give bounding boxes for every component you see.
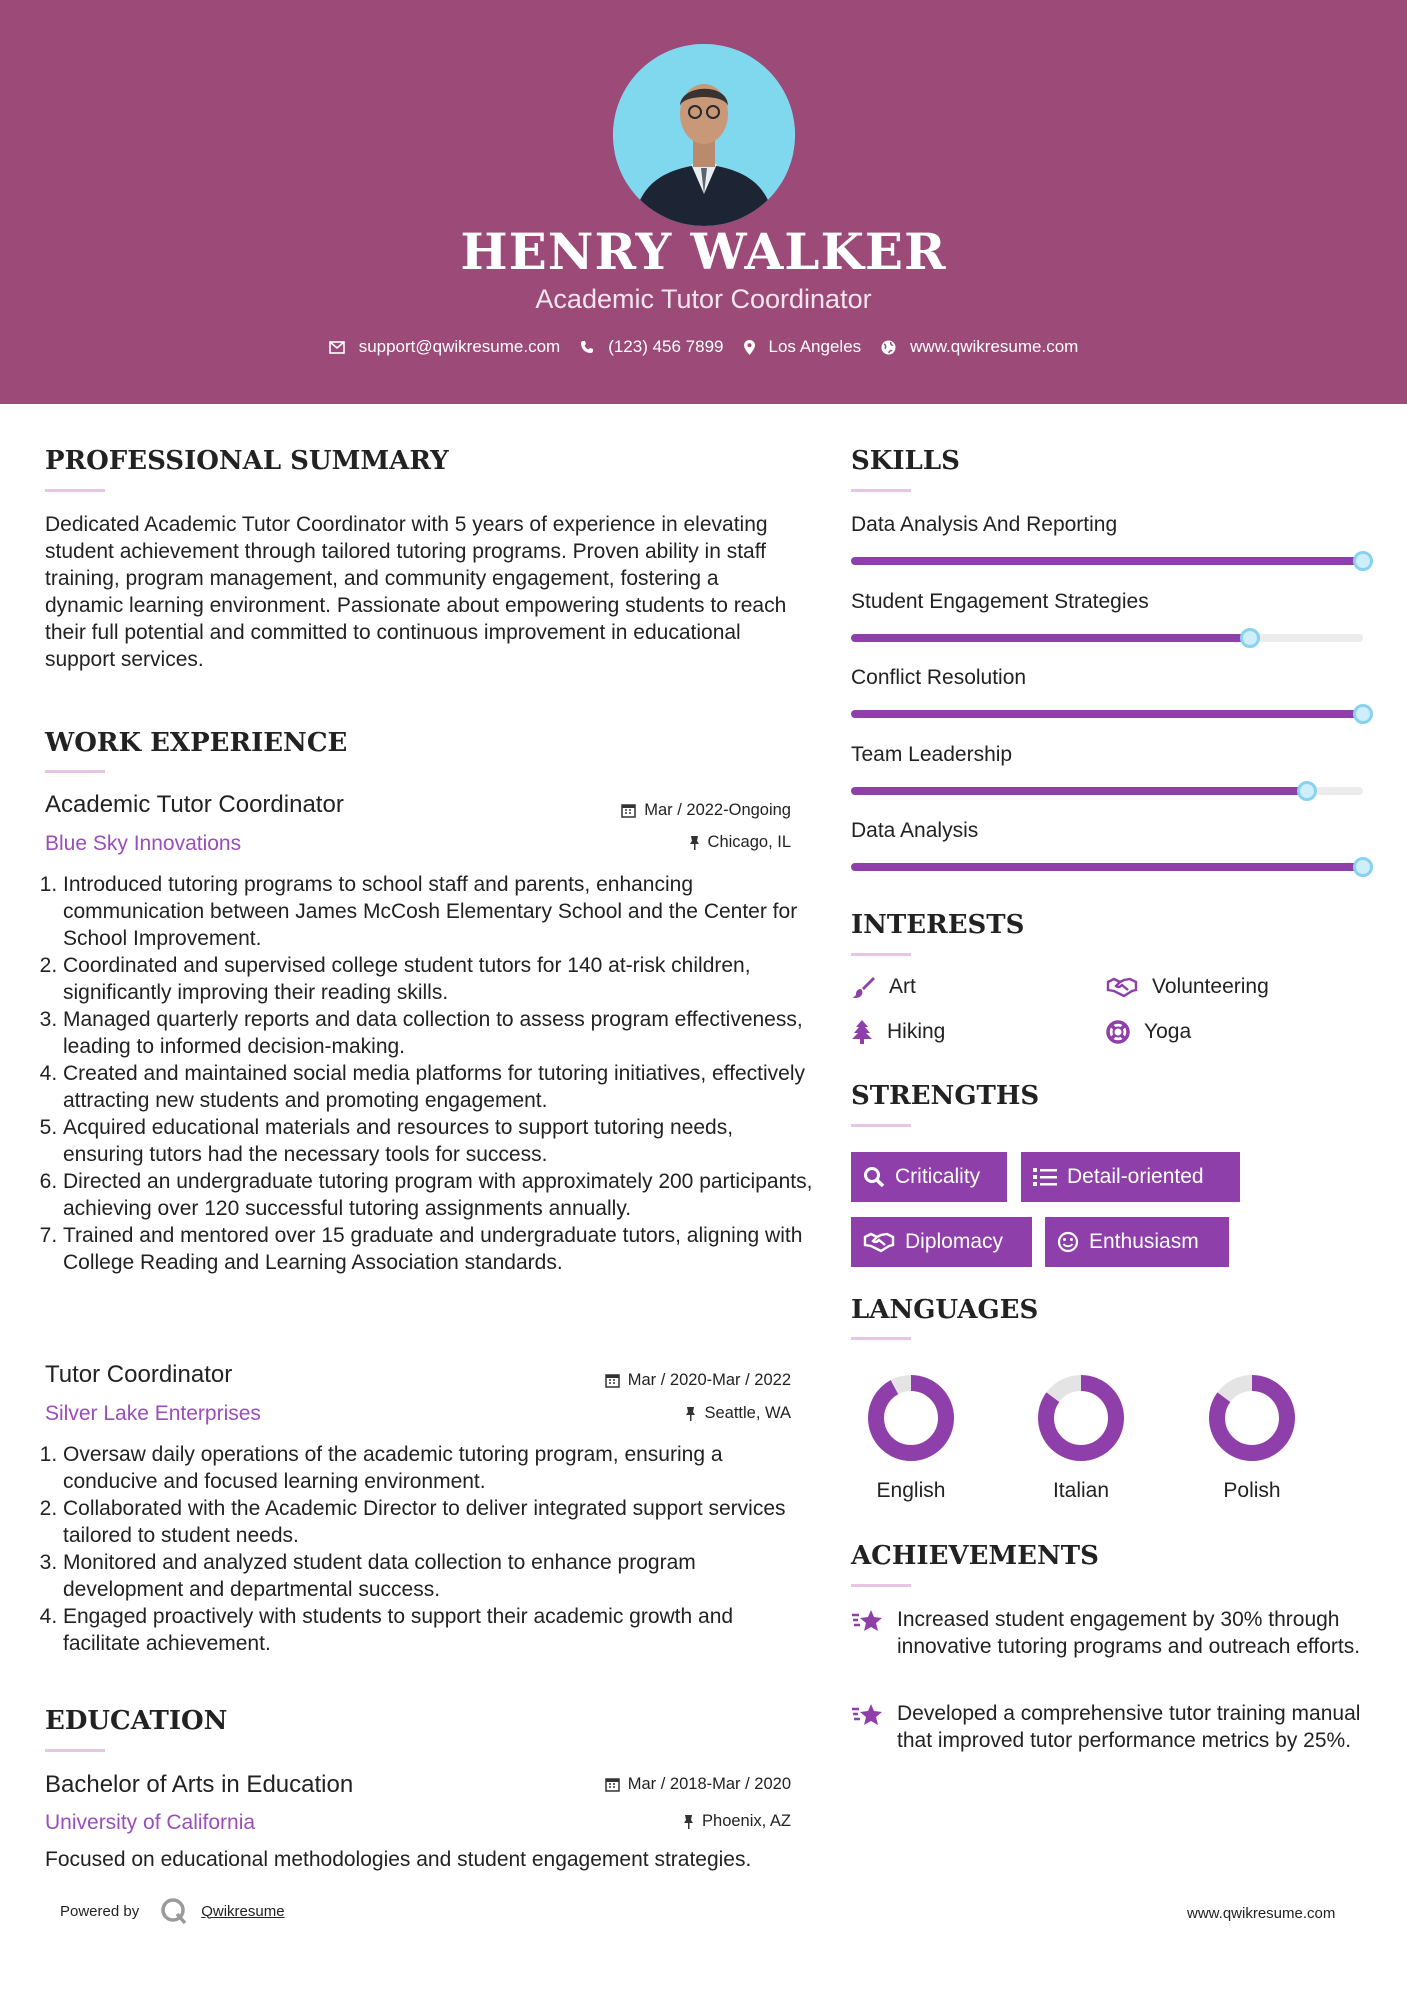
powered-by-label: Powered by (60, 1902, 140, 1920)
skills-heading: SKILLS (851, 446, 960, 476)
job-date (605, 1371, 791, 1390)
achievement-text: Developed a comprehensive tutor training manual that improved tutor performance metrics by 25%. (897, 1702, 1361, 1752)
calendar-icon (605, 1373, 620, 1388)
job-bullet: 4. Engaged proactively with students to support their academic growth and facilitate achievement. (63, 1603, 815, 1657)
summary-underline (45, 489, 105, 492)
job-bullet: 2. Collaborated with the Academic Director to deliver integrated support services tailored to student needs. (63, 1495, 815, 1549)
skill-bar-knob (1353, 704, 1373, 724)
candidate-title: Academic Tutor Coordinator (535, 284, 872, 314)
lifering-icon (1106, 1020, 1130, 1044)
pushpin-icon (685, 1406, 696, 1421)
achievements-heading: ACHIEVEMENTS (851, 1541, 1099, 1571)
contact-phone[interactable] (580, 337, 723, 357)
education-description: Focused on educational methodologies and student engagement strategies. (45, 1848, 752, 1871)
skill-name: Data Analysis And Reporting (851, 513, 1118, 536)
company-name: Silver Lake Enterprises (45, 1402, 261, 1425)
skill-bar-track (851, 863, 1363, 871)
contact-bar (0, 337, 1407, 357)
language-donut-fill (876, 1383, 946, 1453)
job-bullet: 5. Acquired educational materials and resources to support tutoring needs, ensuring tutors had the necessary tools for success. (63, 1114, 815, 1168)
job-location (689, 833, 791, 852)
qwikresume-logo-icon (159, 1896, 189, 1926)
degree-title: Bachelor of Arts in Education (45, 1771, 354, 1798)
strength-label: Enthusiasm (1089, 1230, 1199, 1253)
education-location-text: Phoenix, AZ (702, 1812, 791, 1830)
pushpin-icon (683, 1814, 694, 1829)
profile-photo (613, 44, 795, 226)
language-label: Italian (1052, 1479, 1110, 1502)
job-title: Tutor Coordinator (45, 1361, 233, 1388)
job-bullet: 1. Introduced tutoring programs to school staff and parents, enhancing communication between James McCosh Elementary School and the Center for School Improvement. (63, 871, 815, 952)
job-bullets (45, 871, 815, 1276)
skill-bar-fill (851, 710, 1363, 718)
skill-bar-fill (851, 557, 1363, 565)
handshake-icon (1106, 976, 1138, 998)
strength-label: Criticality (895, 1165, 981, 1188)
skill-bar-knob (1240, 628, 1260, 648)
interest-volunteering (1106, 975, 1269, 999)
envelope-icon (329, 341, 345, 354)
candidate-name: HENRY WALKER (460, 222, 947, 281)
tree-icon (851, 1020, 873, 1044)
strength-label: Diplomacy (905, 1230, 1004, 1253)
globe-icon (881, 340, 896, 355)
shooting-star-icon (851, 1608, 883, 1634)
calendar-icon (621, 803, 636, 818)
calendar-icon (605, 1777, 620, 1792)
job-bullet: 4. Created and maintained social media platforms for tutoring initiatives, effectively attracting new students and promoting engagement. (63, 1060, 815, 1114)
job-date-text: Mar / 2020-Mar / 2022 (627, 1371, 791, 1389)
job-location-text: Chicago, IL (707, 833, 791, 851)
job-bullet: 3. Monitored and analyzed student data collection to enhance program development and departmental success. (63, 1549, 815, 1603)
interest-art (851, 975, 916, 999)
strength-tag-diplomacy (851, 1217, 1032, 1267)
interests-heading: INTERESTS (851, 910, 1025, 940)
skill-bar-knob (1297, 781, 1317, 801)
website-text: www.qwikresume.com (910, 337, 1079, 356)
skill-bar-fill (851, 787, 1307, 795)
interest-label: Art (889, 975, 916, 998)
header-banner (0, 0, 1407, 404)
languages-underline (851, 1337, 911, 1340)
location-text: Los Angeles (768, 337, 862, 356)
skill-bar-track (851, 787, 1363, 795)
education-date (605, 1775, 791, 1794)
handshake-icon (863, 1231, 895, 1253)
achievement-item (851, 1606, 1371, 1660)
pushpin-icon (689, 835, 700, 850)
job-date-text: Mar / 2022-Ongoing (644, 801, 791, 819)
skill-name: Data Analysis (851, 819, 979, 842)
skill-bar-track (851, 634, 1363, 642)
language-label: Polish (1223, 1479, 1281, 1502)
job-bullet: 6. Directed an undergraduate tutoring program with approximately 200 participants, achieving over 120 successful tutoring assignments annually. (63, 1168, 815, 1222)
powered-by (60, 1896, 285, 1926)
skill-bar-track (851, 557, 1363, 565)
interest-label: Yoga (1144, 1020, 1192, 1043)
summary-heading: PROFESSIONAL SUMMARY (45, 446, 449, 476)
language-donut (1036, 1373, 1126, 1463)
strength-tag-enthusiasm (1045, 1217, 1229, 1267)
job-bullet: 3. Managed quarterly reports and data collection to assess program effectiveness, leading to informed decision-making. (63, 1006, 815, 1060)
paintbrush-icon (851, 975, 875, 999)
skill-bar-knob (1353, 857, 1373, 877)
language-donut (866, 1373, 956, 1463)
job-location-text: Seattle, WA (704, 1404, 791, 1422)
job-location (685, 1404, 791, 1423)
skill-bar-knob (1353, 551, 1373, 571)
language-donut (1207, 1373, 1297, 1463)
skills-underline (851, 489, 911, 492)
language-label: English (876, 1479, 946, 1502)
list-icon (1033, 1167, 1057, 1187)
footer-website[interactable]: www.qwikresume.com (1187, 1905, 1336, 1922)
brand-link[interactable]: Qwikresume (201, 1902, 285, 1920)
achievements-underline (851, 1584, 911, 1587)
interest-yoga (1106, 1020, 1191, 1044)
skill-name: Team Leadership (851, 742, 1013, 766)
strength-label: Detail-oriented (1067, 1165, 1204, 1188)
skill-bar-fill (851, 863, 1363, 871)
shooting-star-icon (851, 1702, 883, 1728)
work-underline (45, 770, 105, 773)
work-heading: WORK EXPERIENCE (45, 728, 348, 758)
search-icon (863, 1166, 885, 1188)
strength-tag-criticality (851, 1152, 1007, 1202)
strength-tag-detail-oriented (1021, 1152, 1240, 1202)
smile-icon (1057, 1231, 1079, 1253)
contact-website[interactable] (881, 337, 1078, 357)
school-name: University of California (45, 1811, 256, 1834)
education-date-text: Mar / 2018-Mar / 2020 (627, 1775, 791, 1793)
job-date (621, 801, 791, 820)
education-heading: EDUCATION (45, 1706, 228, 1736)
strengths-heading: STRENGTHS (851, 1081, 1040, 1111)
achievement-item (851, 1700, 1371, 1754)
job-title: Academic Tutor Coordinator (45, 791, 344, 818)
company-name: Blue Sky Innovations (45, 832, 242, 855)
map-pin-icon (744, 340, 755, 355)
email-text: support@qwikresume.com (358, 337, 561, 356)
interest-label: Hiking (887, 1020, 946, 1043)
interest-hiking (851, 1020, 945, 1044)
job-bullets (45, 1441, 815, 1657)
contact-location (744, 337, 862, 357)
achievement-text: Increased student engagement by 30% through innovative tutoring programs and outreach efforts. (897, 1608, 1361, 1658)
job-bullet: 7. Trained and mentored over 15 graduate and undergraduate tutors, aligning with College Reading and Learning Association standards. (63, 1222, 815, 1276)
strengths-underline (851, 1124, 911, 1127)
job-bullet: 2. Coordinated and supervised college student tutors for 140 at-risk children, significantly improving their reading skills. (63, 952, 815, 1006)
summary-text: Dedicated Academic Tutor Coordinator with 5 years of experience in elevating student achievement through tailored tutoring programs. Proven ability in staff training, program management, and community engagement, fostering a dynamic learning environment. Passionate about empowering students to reach their full potential and committed to continuous improvement in educational support services. (45, 513, 787, 671)
interest-label: Volunteering (1152, 975, 1269, 998)
skill-bar-fill (851, 634, 1250, 642)
job-bullet: 1. Oversaw daily operations of the academic tutoring program, ensuring a conducive and focused learning environment. (63, 1441, 815, 1495)
interests-underline (851, 953, 911, 956)
education-underline (45, 1749, 105, 1752)
contact-email[interactable] (329, 337, 561, 357)
skill-name: Conflict Resolution (851, 666, 1027, 689)
education-location (683, 1812, 791, 1831)
phone-text: (123) 456 7899 (608, 337, 724, 356)
phone-icon (580, 340, 594, 354)
languages-heading: LANGUAGES (851, 1295, 1039, 1325)
skill-bar-track (851, 710, 1363, 718)
skill-name: Student Engagement Strategies (851, 589, 1149, 613)
